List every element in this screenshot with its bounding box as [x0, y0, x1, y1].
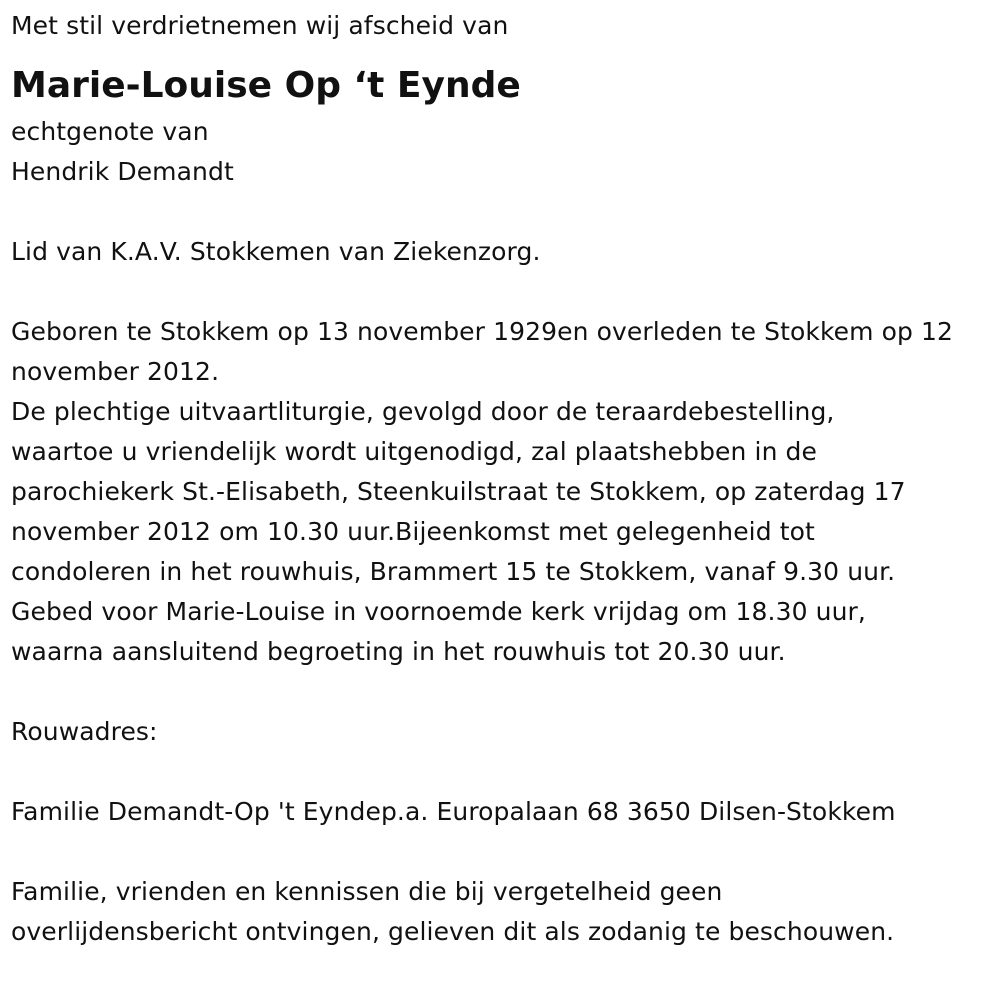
details-line: parochiekerk St.-Elisabeth, Steenkuilstraat te Stokkem, op zaterdag 17: [11, 477, 906, 506]
obituary-notice: [11, 6, 996, 952]
details-line: november 2012 om 10.30 uur.Bijeenkomst met gelegenheid tot: [11, 517, 815, 546]
spacer: [11, 832, 996, 872]
spacer: [11, 752, 996, 792]
address-text: Familie Demandt-Op 't Eyndep.a. Europalaan 68 3650 Dilsen-Stokkem: [11, 797, 896, 826]
closing-paragraph: [11, 872, 996, 952]
spacer: [11, 272, 996, 312]
details-paragraph: [11, 312, 996, 672]
deceased-name: Marie-Louise Op ‘t Eynde: [11, 65, 521, 106]
spouse-label: echtgenote van: [11, 117, 209, 146]
details-line: Geboren te Stokkem op 13 november 1929en overleden te Stokkem op 12: [11, 317, 954, 346]
closing-line: overlijdensbericht ontvingen, gelieven dit als zodanig te beschouwen.: [11, 917, 895, 946]
address-label: Rouwadres:: [11, 717, 158, 746]
spouse-name: Hendrik Demandt: [11, 157, 234, 186]
details-line: november 2012.: [11, 357, 220, 386]
details-line: condoleren in het rouwhuis, Brammert 15 te Stokkem, vanaf 9.30 uur.: [11, 557, 896, 586]
spacer: [11, 192, 996, 232]
spacer: [11, 672, 996, 712]
membership-text: Lid van K.A.V. Stokkemen van Ziekenzorg.: [11, 237, 541, 266]
details-line: waartoe u vriendelijk wordt uitgenodigd, zal plaatshebben in de: [11, 437, 818, 466]
details-line: De plechtige uitvaartliturgie, gevolgd door de teraardebestelling,: [11, 397, 835, 426]
closing-line: Familie, vrienden en kennissen die bij vergetelheid geen: [11, 877, 723, 906]
details-line: Gebed voor Marie-Louise in voornoemde kerk vrijdag om 18.30 uur,: [11, 597, 866, 626]
intro-text: Met stil verdrietnemen wij afscheid van: [11, 11, 509, 40]
details-line: waarna aansluitend begroeting in het rouwhuis tot 20.30 uur.: [11, 637, 786, 666]
